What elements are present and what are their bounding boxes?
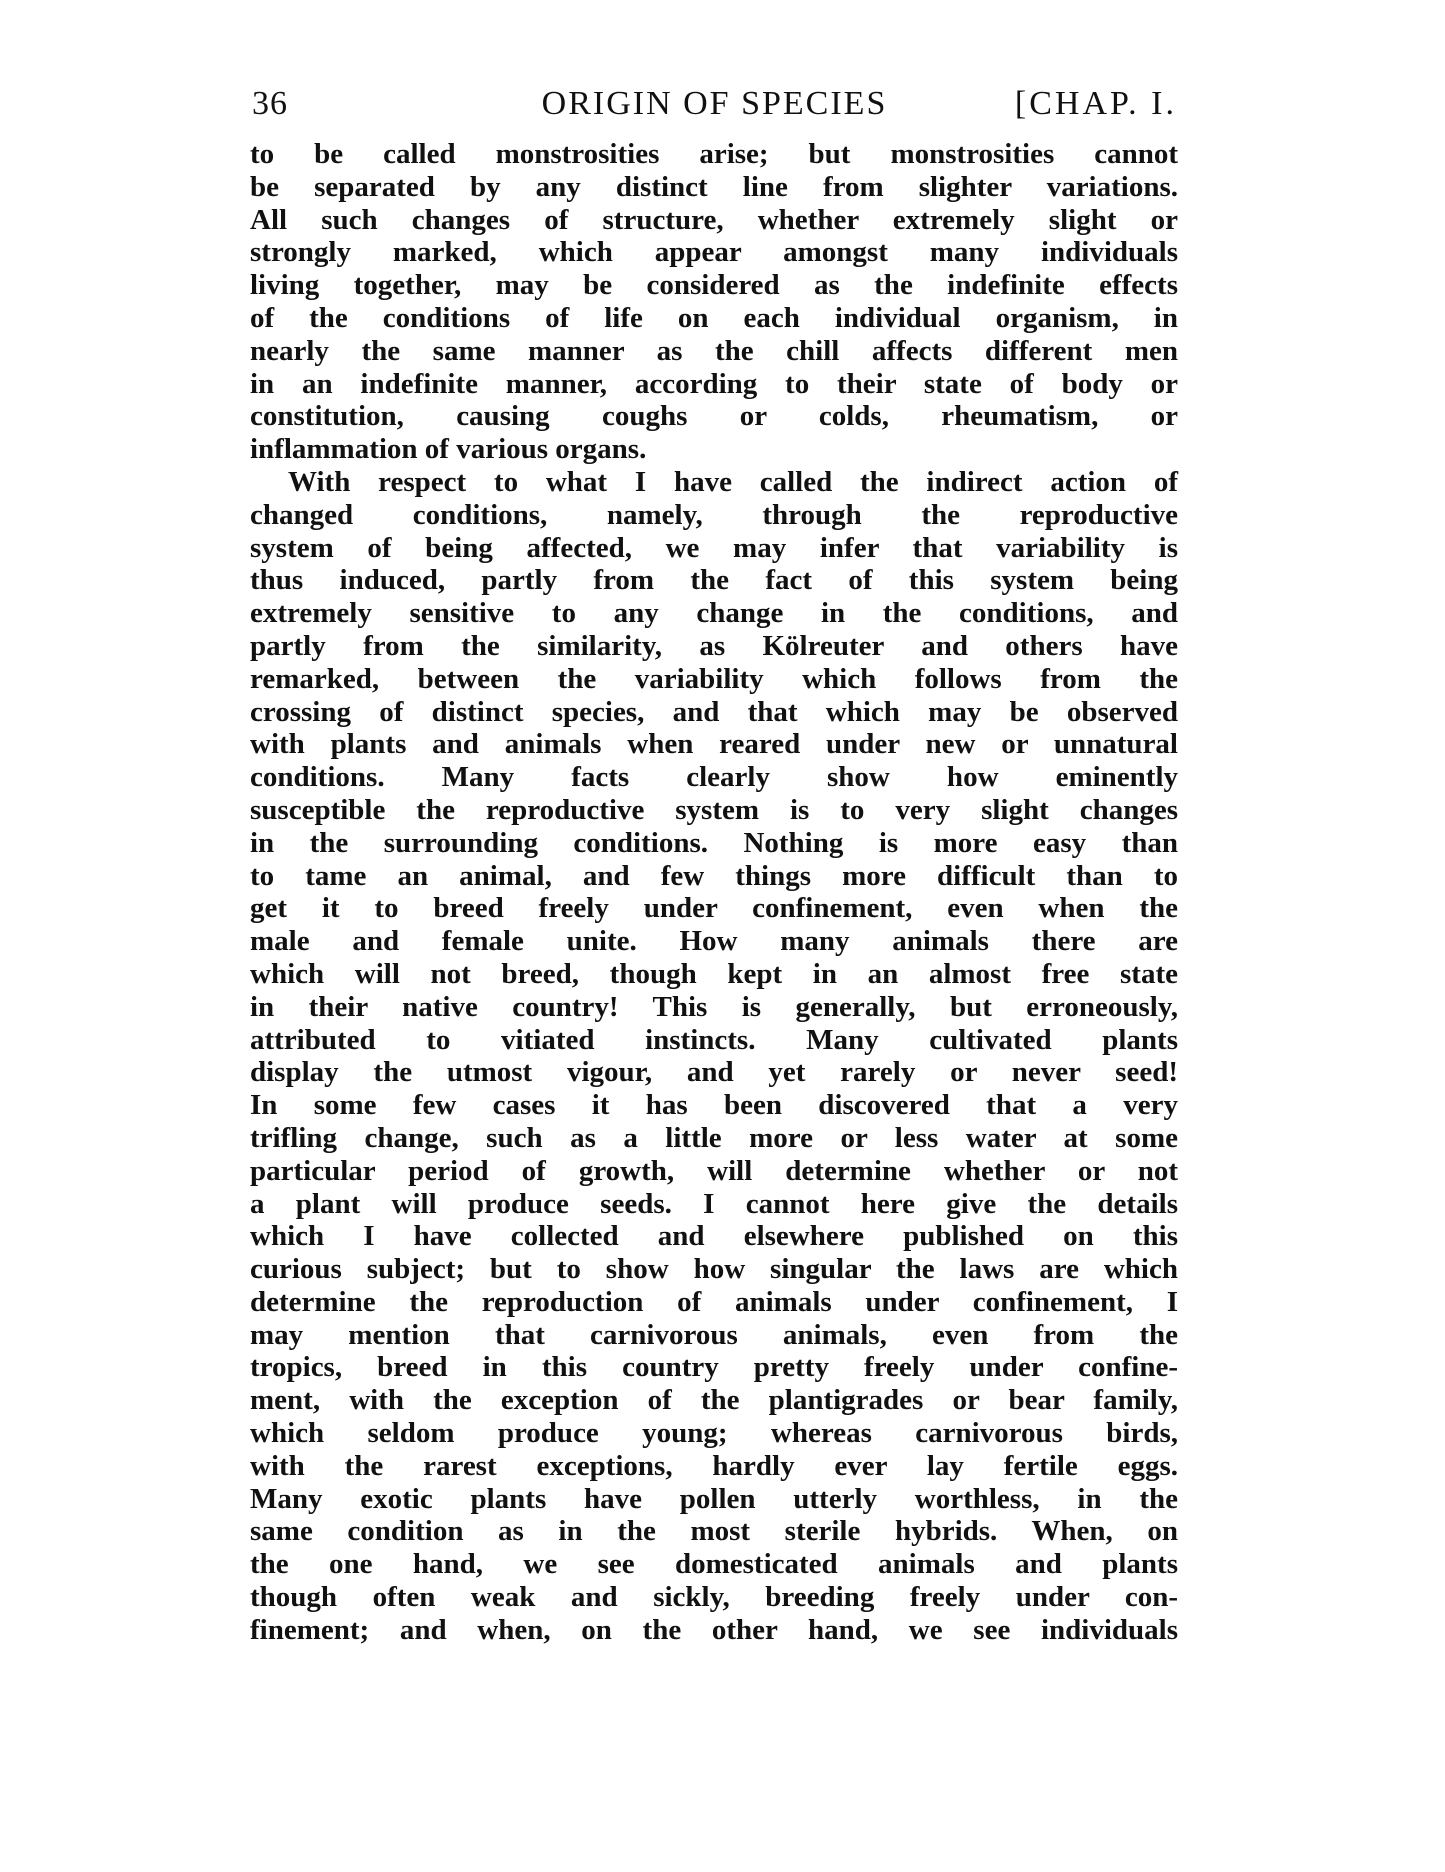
text-line: determine the reproduction of animals under confinement, I <box>250 1285 1178 1318</box>
text-line: attributed to vitiated instincts. Many cultivated plants <box>250 1023 1178 1056</box>
text-line: curious subject; but to show how singular the laws are which <box>250 1253 1178 1286</box>
text-line: may mention that carnivorous animals, even from the <box>250 1318 1178 1351</box>
text-line: which will not breed, though kept in an almost free state <box>250 957 1178 990</box>
running-title: ORIGIN OF SPECIES <box>541 85 888 122</box>
page-number: 36 <box>252 85 288 122</box>
text-line: with plants and animals when reared under new or unnatural <box>250 728 1178 761</box>
text-line: inflammation of various organs. <box>250 433 647 466</box>
text-line: the one hand, we see domesticated animals and plants <box>250 1548 1178 1581</box>
text-line: in the surrounding conditions. Nothing is more easy than <box>250 826 1178 859</box>
text-line: though often weak and sickly, breeding freely under con- <box>250 1581 1178 1614</box>
text-line: finement; and when, on the other hand, we see individuals <box>250 1613 1178 1646</box>
text-line: crossing of distinct species, and that which may be observed <box>250 695 1178 728</box>
text-line: to be called monstrosities arise; but monstrosities cannot <box>250 138 1178 170</box>
text-line: with the rarest exceptions, hardly ever lay fertile eggs. <box>250 1449 1178 1482</box>
text-line: ment, with the exception of the plantigrades or bear family, <box>250 1384 1178 1417</box>
text-line: changed conditions, namely, through the reproductive <box>250 498 1178 531</box>
text-line: male and female unite. How many animals there are <box>250 925 1178 958</box>
body-text <box>250 138 1178 1647</box>
text-line: particular period of growth, will determine whether or not <box>250 1154 1178 1187</box>
text-line: display the utmost vigour, and yet rarely or never seed! <box>250 1056 1178 1089</box>
text-line: strongly marked, which appear amongst many individuals <box>250 236 1178 269</box>
text-line: of the conditions of life on each individual organism, in <box>250 301 1178 334</box>
text-line: remarked, between the variability which follows from the <box>250 662 1178 695</box>
text-line: partly from the similarity, as Kölreuter and others have <box>250 629 1178 662</box>
text-line: to tame an animal, and few things more difficult than to <box>250 859 1178 892</box>
page-header <box>252 84 1177 124</box>
text-line: in an indefinite manner, according to their state of body or <box>250 367 1178 400</box>
text-line: With respect to what I have called the indirect action of <box>288 465 1178 498</box>
text-line: All such changes of structure, whether extremely slight or <box>250 203 1178 236</box>
text-line: extremely sensitive to any change in the conditions, and <box>250 597 1178 630</box>
text-line: conditions. Many facts clearly show how eminently <box>250 761 1178 794</box>
text-line: system of being affected, we may infer that variability is <box>250 531 1178 564</box>
text-line: susceptible the reproductive system is to very slight changes <box>250 793 1178 826</box>
text-line: In some few cases it has been discovered that a very <box>250 1089 1178 1122</box>
text-line: get it to breed freely under confinement, even when the <box>250 892 1178 925</box>
text-line: nearly the same manner as the chill affects different men <box>250 334 1178 367</box>
text-line: which I have collected and elsewhere published on this <box>250 1220 1178 1253</box>
text-line: be separated by any distinct line from slighter variations. <box>250 170 1178 203</box>
text-line: constitution, causing coughs or colds, rheumatism, or <box>250 400 1178 433</box>
text-line: in their native country! This is generally, but erroneously, <box>250 990 1178 1023</box>
text-line: Many exotic plants have pollen utterly worthless, in the <box>250 1482 1178 1515</box>
chapter-reference: [CHAP. I. <box>1014 85 1177 122</box>
text-line: thus induced, partly from the fact of this system being <box>250 564 1178 597</box>
text-line: living together, may be considered as the indefinite effects <box>250 269 1178 302</box>
text-line: tropics, breed in this country pretty freely under confine- <box>250 1351 1178 1384</box>
text-line: same condition as in the most sterile hybrids. When, on <box>250 1515 1178 1548</box>
text-line: which seldom produce young; whereas carnivorous birds, <box>250 1417 1178 1450</box>
text-line: trifling change, such as a little more or less water at some <box>250 1121 1178 1154</box>
text-line: a plant will produce seeds. I cannot here give the details <box>250 1187 1178 1220</box>
